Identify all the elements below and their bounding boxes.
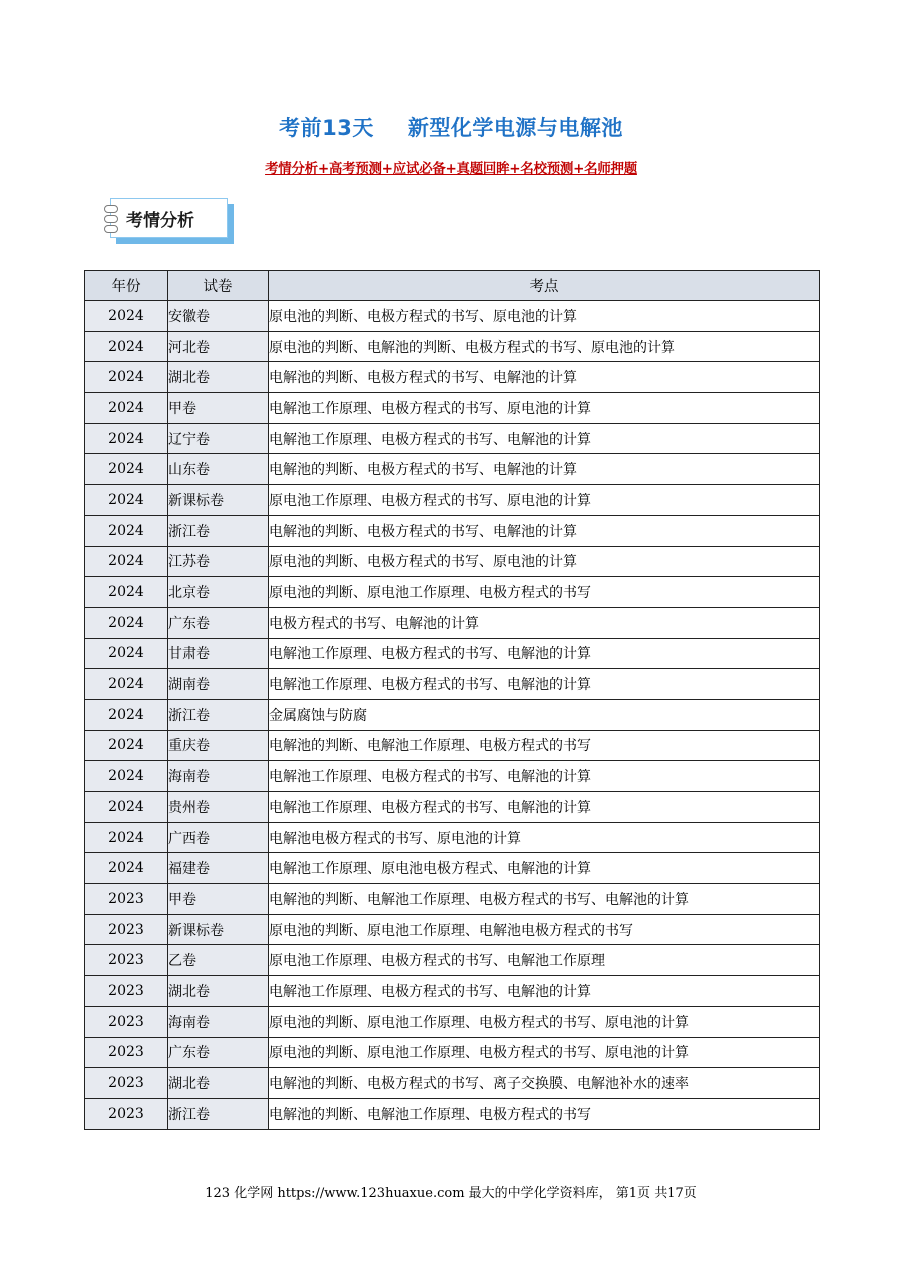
cell-points: 原电池的判断、原电池工作原理、电极方程式的书写、原电池的计算 [269,1006,820,1037]
cell-year: 2024 [85,699,168,730]
table-row [85,607,820,638]
cell-year: 2024 [85,546,168,577]
table-row [85,331,820,362]
cell-paper: 海南卷 [168,1006,269,1037]
cell-points: 原电池工作原理、电极方程式的书写、原电池的计算 [269,485,820,516]
table-header-row [85,271,820,301]
section-badge-label: 考情分析 [126,211,194,231]
table-row [85,362,820,393]
table-row [85,669,820,700]
table-row [85,792,820,823]
table-row [85,884,820,915]
cell-points: 电解池的判断、电极方程式的书写、电解池的计算 [269,515,820,546]
cell-paper: 安徽卷 [168,301,269,332]
cell-points: 电解池工作原理、电极方程式的书写、电解池的计算 [269,638,820,669]
cell-paper: 山东卷 [168,454,269,485]
cell-paper: 河北卷 [168,331,269,362]
cell-paper: 甲卷 [168,884,269,915]
cell-paper: 新课标卷 [168,485,269,516]
header-paper: 试卷 [168,271,269,301]
cell-year: 2024 [85,577,168,608]
cell-points: 电解池工作原理、电极方程式的书写、电解池的计算 [269,423,820,454]
cell-points: 金属腐蚀与防腐 [269,699,820,730]
cell-year: 2024 [85,638,168,669]
cell-points: 电解池的判断、电解池工作原理、电极方程式的书写、电解池的计算 [269,884,820,915]
cell-points: 原电池的判断、电极方程式的书写、原电池的计算 [269,546,820,577]
table-row [85,1037,820,1068]
cell-points: 电解池的判断、电极方程式的书写、电解池的计算 [269,454,820,485]
cell-paper: 辽宁卷 [168,423,269,454]
table-row [85,976,820,1007]
table-row [85,515,820,546]
cell-year: 2023 [85,945,168,976]
cell-paper: 广东卷 [168,1037,269,1068]
title-topic: 新型化学电源与电解池 [407,116,623,140]
cell-year: 2024 [85,730,168,761]
cell-year: 2023 [85,976,168,1007]
cell-points: 电解池工作原理、电极方程式的书写、电解池的计算 [269,792,820,823]
cell-year: 2024 [85,393,168,424]
table-body [85,301,820,1130]
table-row [85,730,820,761]
cell-paper: 贵州卷 [168,792,269,823]
badge-box [110,198,228,238]
table-row [85,393,820,424]
cell-paper: 湖北卷 [168,362,269,393]
cell-points: 电解池的判断、电解池工作原理、电极方程式的书写 [269,1098,820,1129]
cell-year: 2024 [85,454,168,485]
cell-year: 2024 [85,331,168,362]
table-row [85,1006,820,1037]
cell-points: 原电池的判断、原电池工作原理、电极方程式的书写、原电池的计算 [269,1037,820,1068]
cell-points: 电解池的判断、电解池工作原理、电极方程式的书写 [269,730,820,761]
cell-year: 2023 [85,1006,168,1037]
cell-paper: 甘肃卷 [168,638,269,669]
table-row [85,853,820,884]
cell-paper: 湖北卷 [168,976,269,1007]
cell-points: 电解池的判断、电极方程式的书写、离子交换膜、电解池补水的速率 [269,1068,820,1099]
section-badge [110,198,234,244]
binder-ring-icon [104,225,118,233]
page-subtitle: 考情分析+高考预测+应试必备+真题回眸+名校预测+名师押题 [265,161,637,177]
cell-year: 2024 [85,607,168,638]
cell-year: 2024 [85,669,168,700]
cell-points: 电解池的判断、电极方程式的书写、电解池的计算 [269,362,820,393]
table-row [85,761,820,792]
cell-year: 2024 [85,362,168,393]
cell-points: 原电池的判断、原电池工作原理、电解池电极方程式的书写 [269,914,820,945]
cell-year: 2024 [85,515,168,546]
cell-paper: 广西卷 [168,822,269,853]
cell-points: 原电池工作原理、电极方程式的书写、电解池工作原理 [269,945,820,976]
cell-paper: 北京卷 [168,577,269,608]
cell-year: 2023 [85,884,168,915]
table-row [85,945,820,976]
cell-paper: 浙江卷 [168,1098,269,1129]
cell-points: 原电池的判断、电极方程式的书写、原电池的计算 [269,301,820,332]
table-row [85,822,820,853]
cell-paper: 浙江卷 [168,699,269,730]
cell-points: 原电池的判断、电解池的判断、电极方程式的书写、原电池的计算 [269,331,820,362]
page-title [0,112,902,142]
table-row [85,577,820,608]
cell-year: 2024 [85,485,168,516]
cell-year: 2024 [85,792,168,823]
cell-year: 2023 [85,1037,168,1068]
binder-ring-icon [104,215,118,223]
table-row [85,1068,820,1099]
cell-points: 电解池工作原理、电极方程式的书写、电解池的计算 [269,976,820,1007]
table-row [85,1098,820,1129]
cell-paper: 重庆卷 [168,730,269,761]
cell-points: 电解池工作原理、电极方程式的书写、原电池的计算 [269,393,820,424]
cell-paper: 湖南卷 [168,669,269,700]
cell-paper: 江苏卷 [168,546,269,577]
table-row [85,914,820,945]
header-points: 考点 [269,271,820,301]
cell-paper: 湖北卷 [168,1068,269,1099]
cell-paper: 浙江卷 [168,515,269,546]
header-year: 年份 [85,271,168,301]
table-row [85,699,820,730]
cell-year: 2024 [85,301,168,332]
cell-year: 2024 [85,423,168,454]
cell-points: 电解池工作原理、原电池电极方程式、电解池的计算 [269,853,820,884]
title-day: 考前13天 [279,116,374,140]
cell-year: 2023 [85,1098,168,1129]
binder-ring-icon [104,205,118,213]
cell-year: 2024 [85,761,168,792]
cell-points: 电极方程式的书写、电解池的计算 [269,607,820,638]
cell-points: 电解池工作原理、电极方程式的书写、电解池的计算 [269,669,820,700]
table-row [85,546,820,577]
table-row [85,454,820,485]
exam-analysis-table [84,270,820,1130]
table-row [85,423,820,454]
cell-year: 2024 [85,822,168,853]
page-footer: 123 化学网 https://www.123huaxue.com 最大的中学化学资料库， 第1页 共17页 [205,1186,697,1201]
cell-points: 原电池的判断、原电池工作原理、电极方程式的书写 [269,577,820,608]
table-row [85,638,820,669]
cell-year: 2023 [85,1068,168,1099]
cell-paper: 广东卷 [168,607,269,638]
cell-paper: 甲卷 [168,393,269,424]
cell-paper: 海南卷 [168,761,269,792]
cell-points: 电解池电极方程式的书写、原电池的计算 [269,822,820,853]
cell-paper: 乙卷 [168,945,269,976]
cell-paper: 福建卷 [168,853,269,884]
table-row [85,301,820,332]
cell-paper: 新课标卷 [168,914,269,945]
cell-year: 2023 [85,914,168,945]
cell-points: 电解池工作原理、电极方程式的书写、电解池的计算 [269,761,820,792]
cell-year: 2024 [85,853,168,884]
table-row [85,485,820,516]
